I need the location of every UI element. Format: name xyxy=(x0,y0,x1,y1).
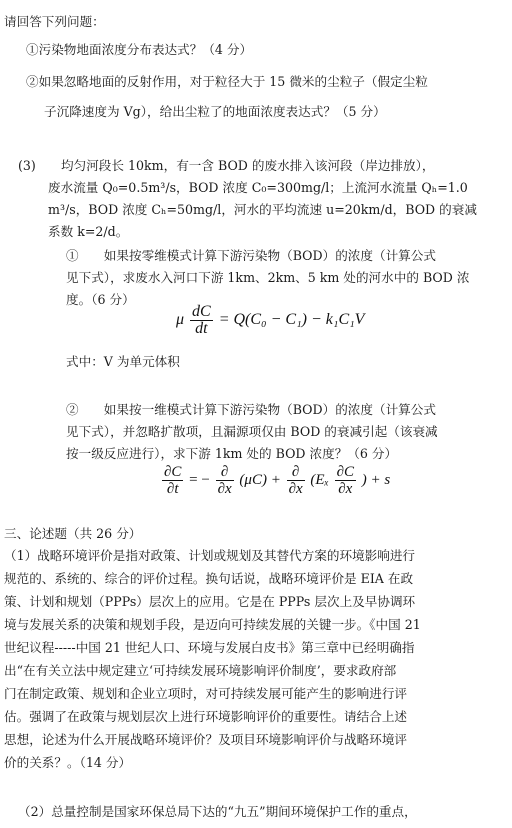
problem-3-line-3: m³/s，BOD 浓度 Cₕ=50mg/l，河水的平均流速 u=20km/d，BOD 的衰减 xyxy=(48,202,477,217)
question-2-line-2: 子沉降速度为 Vg），给出尘粒了的地面浓度表达式？（5 分） xyxy=(44,104,386,119)
question-2-line-1: ②如果忽略地面的反射作用，对于粒径大于 15 微米的尘粒子（假定尘粒 xyxy=(26,74,428,89)
essay-1-line-8: 估。强调了在政策与规划层次上进行环境影响评价的重要性。请结合上述 xyxy=(4,709,407,724)
essay-2-line-1: （2）总量控制是国家环保总局下达的“九五”期间环境保护工作的重点， xyxy=(18,804,417,819)
formula2-d3-den: ∂x xyxy=(338,481,353,497)
formula2-d2 xyxy=(287,464,305,497)
formula2-d1 xyxy=(216,464,234,497)
formula2-lhs-den: ∂t xyxy=(166,481,179,497)
subquestion-1-line-3: 度。（6 分） xyxy=(66,292,135,307)
formula1-rhs: = Q(C₀ − C₁) − k₁C₁V xyxy=(218,311,365,329)
formula1-derivative xyxy=(190,304,213,337)
questions-intro: 请回答下列问题： xyxy=(4,14,105,29)
formula2-eq: = − xyxy=(189,471,210,488)
essay-1-line-10: 价的关系？。（14 分） xyxy=(4,755,132,770)
formula2-d1-den: ∂x xyxy=(217,481,232,497)
formula-one-dimensional xyxy=(160,464,390,497)
section-3-title: 三、论述题（共 26 分） xyxy=(4,526,142,541)
formula2-d3 xyxy=(335,464,356,497)
formula1-num: dC xyxy=(192,303,211,320)
formula2-d3-num: ∂C xyxy=(336,464,354,480)
essay-1-line-6: 出“在有关立法中规定建立‘可持续发展环境影响评价制度’，要求政府部 xyxy=(4,663,397,678)
formula1-note: 式中：V 为单元体积 xyxy=(66,354,180,369)
essay-1-line-4: 境与发展关系的决策和规划手段，是迈向可持续发展的关键一步。《中国 21 xyxy=(4,617,421,632)
essay-1-line-9: 思想，论述为什么开展战略环境评价？及项目环境影响评价与战略环境评 xyxy=(4,732,407,747)
subquestion-1-line-1: ① 如果按零维模式计算下游污染物（BOD）的浓度（计算公式 xyxy=(66,248,436,263)
formula2-d2-den: ∂x xyxy=(288,481,303,497)
formula2-d1-num: ∂ xyxy=(216,464,234,481)
formula2-mid1: (μC) + xyxy=(239,471,281,488)
subquestion-1-line-2: 见下式），求废水入河口下游 1km、2km、5 km 处的河水中的 BOD 浓 xyxy=(66,270,470,285)
question-1: ①污染物地面浓度分布表达式？（4 分） xyxy=(26,42,253,57)
formula2-lhs xyxy=(162,464,183,497)
subquestion-2-line-1: ② 如果按一维模式计算下游污染物（BOD）的浓度（计算公式 xyxy=(66,402,436,417)
subquestion-2-line-2: 见下式），并忽略扩散项，且漏源项仅由 BOD 的衰减引起（该衰减 xyxy=(66,424,438,439)
subquestion-2-line-3: 按一级反应进行），求下游 1km 处的 BOD 浓度？（6 分） xyxy=(66,446,398,461)
formula1-mu: μ xyxy=(176,311,185,329)
formula2-tail: ) + s xyxy=(361,471,391,488)
essay-1-line-1: （1）战略环境评价是指对政策、计划或规划及其替代方案的环境影响进行 xyxy=(4,548,416,563)
problem-3-line-4: 系数 k=2/d。 xyxy=(48,224,129,239)
essay-1-line-7: 门在制定政策、规划和企业立项时，对可持续发展可能产生的影响进行评 xyxy=(4,686,407,701)
formula2-lhs-num: ∂C xyxy=(164,464,182,480)
essay-1-line-2: 规范的、系统的、综合的评价过程。换句话说，战略环境评价是 EIA 在政 xyxy=(4,571,414,586)
problem-3-line-2: 废水流量 Q₀=0.5m³/s，BOD 浓度 C₀=300mg/l；上流河水流量 Qₕ=1.0 xyxy=(48,180,468,195)
formula2-mid2: (Eₓ xyxy=(310,471,329,488)
essay-1-line-5: 世纪议程-----中国 21 世纪人口、环境与发展白皮书》第三章中已经明确指 xyxy=(4,640,415,655)
problem-3-line-1: (3) 均匀河段长 10km，有一含 BOD 的废水排入该河段（岸边排放）， xyxy=(18,158,435,173)
formula-zero-dimensional xyxy=(176,304,364,337)
formula2-d2-num: ∂ xyxy=(287,464,305,481)
essay-1-line-3: 策、计划和规划（PPPs）层次上的应用。它是在 PPPs 层次上及早协调环 xyxy=(4,594,416,609)
formula1-den: dt xyxy=(195,320,208,337)
